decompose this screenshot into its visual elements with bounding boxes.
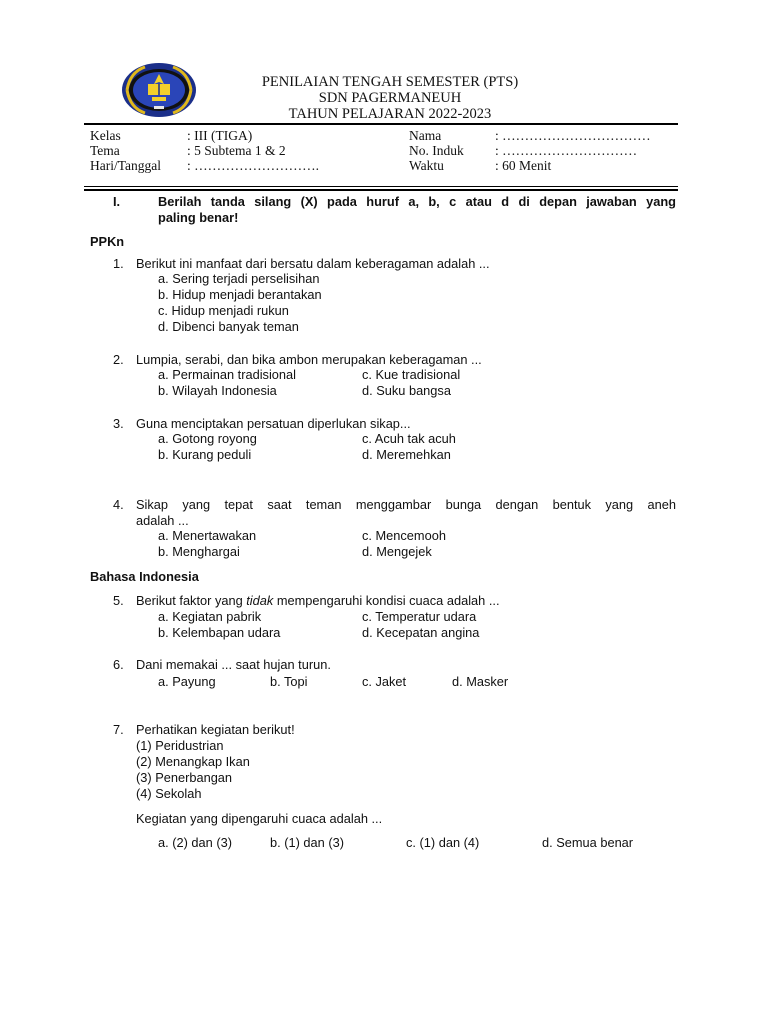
info-divider-top	[84, 186, 678, 187]
q2-option-b: b. Wilayah Indonesia	[158, 383, 277, 398]
q4-text-line-2: adalah ...	[136, 513, 189, 528]
q7-option-b: b. (1) dan (3)	[270, 835, 344, 850]
q7-option-d: d. Semua benar	[542, 835, 634, 850]
q6-option-d: d. Masker	[452, 674, 509, 689]
q1-option-d: d. Dibenci banyak teman	[158, 319, 299, 334]
q3-number: 3.	[113, 416, 124, 431]
q4-option-d: d. Mengejek	[362, 544, 432, 559]
info-divider-bottom	[84, 189, 678, 191]
q1-option-c: c. Hidup menjadi rukun	[158, 303, 289, 318]
q1-text: Berikut ini manfaat dari bersatu dalam keberagaman adalah ...	[136, 256, 490, 271]
waktu-value: : 60 Menit	[495, 158, 552, 173]
bahasa-indonesia-heading: Bahasa Indonesia	[90, 569, 199, 584]
q5-text-end: mempengaruhi kondisi cuaca adalah ...	[273, 593, 500, 608]
q1-option-a: a. Sering terjadi perselisihan	[158, 271, 320, 286]
q3-option-d: d. Meremehkan	[362, 447, 451, 462]
q7-option-a: a. (2) dan (3)	[158, 835, 232, 850]
q2-option-a: a. Permainan tradisional	[158, 367, 296, 382]
q4-option-c: c. Mencemooh	[362, 528, 446, 543]
q2-option-d: d. Suku bangsa	[362, 383, 451, 398]
q5-text-italic: tidak	[246, 593, 274, 608]
q4-text-line-1: Sikap yang tepat saat teman menggambar bunga dengan bentuk yang aneh	[136, 497, 676, 512]
kelas-value: : III (TIGA)	[187, 128, 253, 143]
q7-question: Kegiatan yang dipengaruhi cuaca adalah ...	[136, 811, 383, 826]
instruction-line-1: Berilah tanda silang (X) pada huruf a, b, c atau d di depan jawaban yang	[158, 194, 676, 209]
q6-option-b: b. Topi	[270, 674, 308, 689]
exam-title: PENILAIAN TENGAH SEMESTER (PTS)	[261, 74, 519, 90]
tema-value: : 5 Subtema 1 & 2	[187, 143, 286, 158]
induk-value: : …………………………	[495, 143, 638, 158]
q7-item-4: (4) Sekolah	[136, 786, 202, 801]
q7-option-c: c. (1) dan (4)	[406, 835, 480, 850]
q5-option-c: c. Temperatur udara	[362, 609, 477, 624]
q7-number: 7.	[113, 722, 124, 737]
tema-label: Tema	[90, 143, 120, 158]
q5-text-start: Berikut faktor yang	[136, 593, 247, 608]
q3-option-c: c. Acuh tak acuh	[362, 431, 456, 446]
nama-label: Nama	[409, 128, 442, 143]
q1-option-b: b. Hidup menjadi berantakan	[158, 287, 322, 302]
section-number: I.	[113, 194, 121, 209]
q3-option-b: b. Kurang peduli	[158, 447, 252, 462]
ppkn-heading: PPKn	[90, 234, 125, 249]
q2-number: 2.	[113, 352, 124, 367]
q2-option-c: c. Kue tradisional	[362, 367, 461, 382]
q5-text	[136, 593, 500, 609]
hari-label: Hari/Tanggal	[90, 158, 162, 173]
academic-year: TAHUN PELAJARAN 2022-2023	[288, 106, 492, 122]
hari-value: : ……………………….	[187, 158, 320, 173]
q5-option-d: d. Kecepatan angina	[362, 625, 480, 640]
header-divider	[84, 123, 678, 125]
q4-option-a: a. Menertawakan	[158, 528, 257, 543]
q3-text: Guna menciptakan persatuan diperlukan sikap...	[136, 416, 411, 431]
q5-number: 5.	[113, 593, 124, 608]
q1-number: 1.	[113, 256, 124, 271]
waktu-label: Waktu	[409, 158, 444, 173]
q3-option-a: a. Gotong royong	[158, 431, 257, 446]
q6-number: 6.	[113, 657, 124, 672]
q7-text: Perhatikan kegiatan berikut!	[136, 722, 295, 737]
q6-text: Dani memakai ... saat hujan turun.	[136, 657, 331, 672]
induk-label: No. Induk	[409, 143, 464, 158]
q7-item-1: (1) Peridustrian	[136, 738, 224, 753]
q2-text: Lumpia, serabi, dan bika ambon merupakan keberagaman ...	[136, 352, 482, 367]
kelas-label: Kelas	[90, 128, 121, 143]
q7-item-3: (3) Penerbangan	[136, 770, 233, 785]
school-emblem-icon	[120, 62, 198, 118]
q6-option-a: a. Payung	[158, 674, 216, 689]
q4-option-b: b. Menghargai	[158, 544, 240, 559]
q6-option-c: c. Jaket	[362, 674, 407, 689]
q5-option-a: a. Kegiatan pabrik	[158, 609, 262, 624]
q5-option-b: b. Kelembapan udara	[158, 625, 281, 640]
school-name: SDN PAGERMANEUH	[318, 90, 462, 106]
nama-value: : ……………………………	[495, 128, 651, 143]
q7-item-2: (2) Menangkap Ikan	[136, 754, 250, 769]
q4-number: 4.	[113, 497, 124, 512]
instruction-line-2: paling benar!	[158, 210, 239, 225]
